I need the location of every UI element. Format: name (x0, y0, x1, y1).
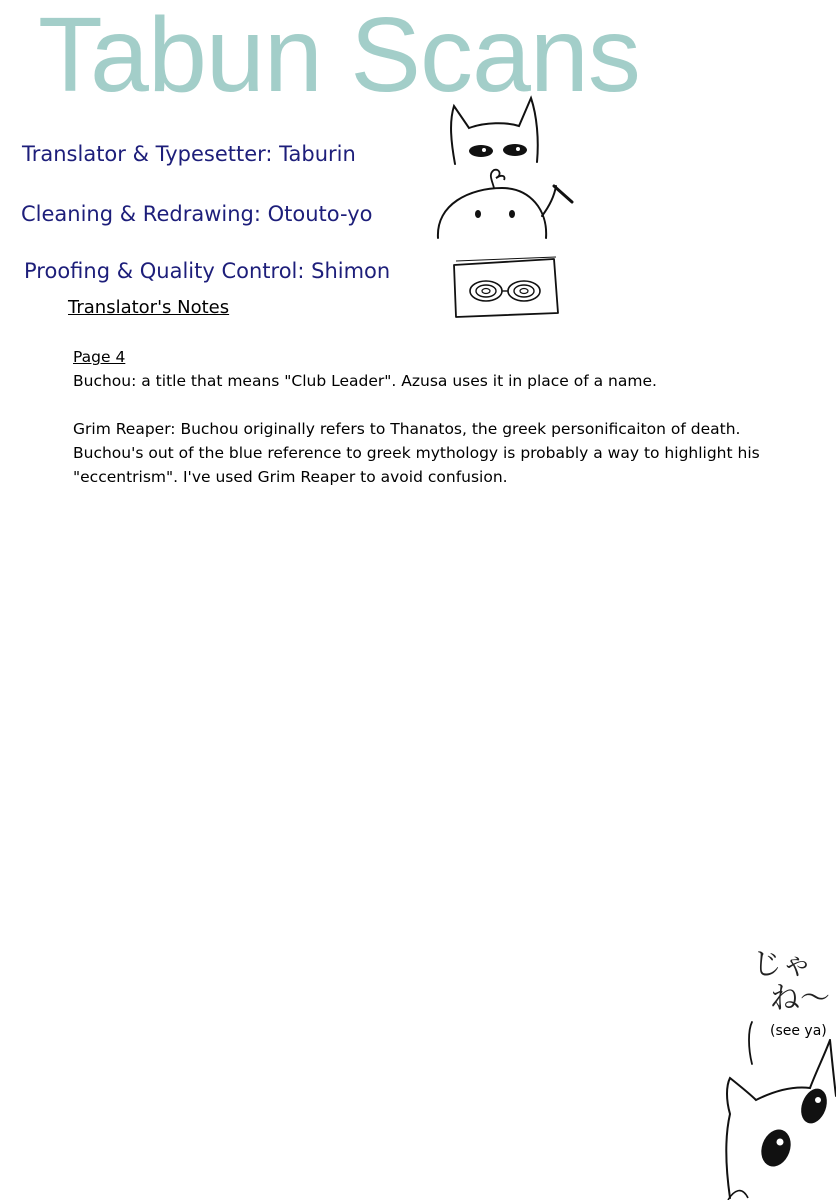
farewell-japanese-line-1: じゃ (752, 947, 812, 982)
farewell-japanese-line-2: ね～ (770, 981, 830, 1016)
credit-translator-typesetter: Translator & Typesetter: Taburin (22, 142, 356, 166)
notes-heading: Translator's Notes (68, 297, 230, 318)
site-title: Tabun Scans (38, 0, 640, 114)
farewell-translation: (see ya) (770, 1023, 827, 1039)
cat-doodle-icon (445, 92, 545, 170)
credit-proofing-qc: Proofing & Quality Control: Shimon (24, 259, 391, 283)
note-entry-buchou: Buchou: a title that means "Club Leader". Azusa uses it in place of a name. (73, 372, 657, 390)
box-with-eyes-doodle-icon (450, 255, 562, 321)
note-entry-grim-reaper: Grim Reaper: Buchou originally refers to Thanatos, the greek personificaiton of death. Buchou's out of the blue reference to greek mythology is probably a way to highlight his "eccentrism". I've used Grim Reaper to avoid confusion. (73, 420, 760, 486)
peeking-cat-doodle-icon (724, 1000, 836, 1200)
note-page-label: Page 4 (73, 348, 126, 366)
credit-cleaning-redrawing: Cleaning & Redrawing: Otouto-yo (21, 202, 373, 226)
blob-with-wand-doodle-icon (430, 164, 580, 244)
notes-body (73, 345, 813, 489)
